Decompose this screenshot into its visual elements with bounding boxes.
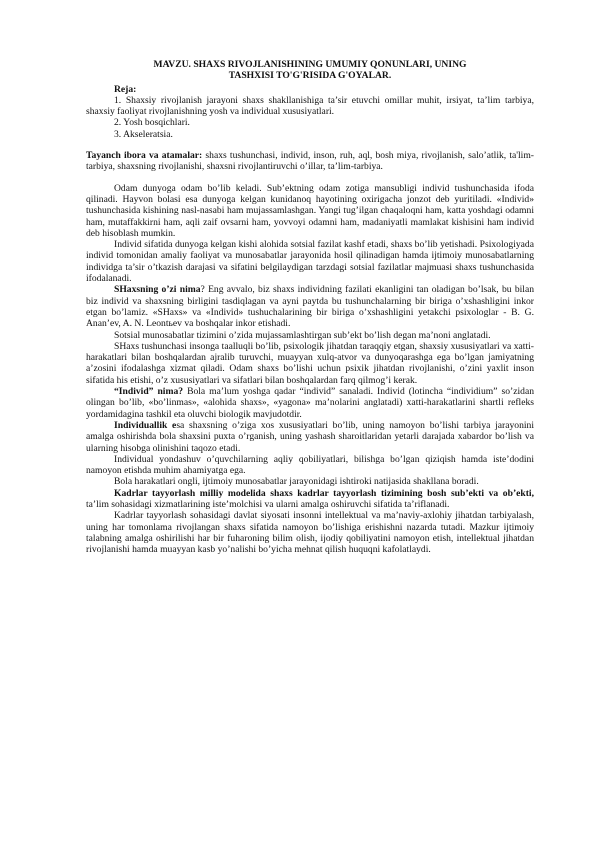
paragraph-10 — [86, 488, 534, 511]
paragraph-3-text: ? Eng avvalo, biz shaxs individning fazilati ekanligini tan oladigan bo’lsak, bu bilan biz individ va shaxsning birligini tasdiqlagan va ayni paytda bu tushunchalarning bir biriga o’xshashligini inkor etgan bo’lamiz. «SHaxs» va «Individ» tushuchalarining bir biriga o’xshashligini yetakchi psixologlar - B. G. Anan’ev, A. N. Leontьev va boshqalar inkor etishadi. — [86, 284, 534, 330]
paragraph-4: Sotsial munosabatlar tizimini o’zida mujassamlashtirgan sub’ekt bo’lish degan ma’noni anglatadi. — [114, 329, 491, 341]
paragraph-1: Odam dunyoga odam bo’lib keladi. Sub’ektning odam zotiga mansubligi individ tushunchasida ifoda qilinadi. Hayvon bolasi esa dunyoga kelgan kunidanoq hayotining oxirigacha jonzot deb yuritiladi. «Individ» tushunchasida kishining nasl-nasabi ham mujassamlashgan. Yangi tug’ilgan chaqaloqni ham, katta yoshdagi odamni ham, mutaffakkirni ham, aqli zaif ovsarni ham, yovvoyi odamni ham, madaniyatli mamlakat kishisini ham individ deb hisoblash mumkin. — [86, 182, 534, 239]
paragraph-10-lead: Kadrlar tayyorlash milliy modelida shaxs kadrlar tayyorlash tizimining bosh sub’ekti va ob’ekti, — [114, 487, 534, 499]
title-line-1: MAVZU. SHAXS RIVOJLANISHINING UMUMIY QONUNLARI, UNING — [153, 59, 467, 70]
plan-item-2: 2. Yosh bosqichlari. — [114, 117, 190, 129]
paragraph-8: Individual yondashuv o’quvchilarning aqliy qobiliyatlari, bilishga bo’lgan qiziqish hamda iste’dodini namoyon etishda muhim ahamiyatga ega. — [86, 453, 534, 477]
paragraph-10-text: ta’lim sohasidagi xizmatlarining iste’molchisi va ularni amalga oshiruvchi sifatida ta’riflanadi. — [86, 498, 450, 510]
keywords-label: Tayanch ibora va atamalar: — [86, 150, 203, 162]
paragraph-6 — [86, 386, 534, 420]
plan-heading: Reja: — [114, 83, 137, 95]
paragraph-3 — [86, 284, 534, 329]
paragraph-3-lead: SHaxsning o’zi nima — [114, 284, 201, 296]
plan-item-3: 3. Akseleratsia. — [114, 128, 173, 140]
document-page — [86, 59, 534, 555]
paragraph-2: Individ sifatida dunyoga kelgan kishi alohida sotsial fazilat kashf etadi, shaxs bo’lib yetishadi. Psixologiyada individ tomonidan amaliy faoliyat va munosabatlar jarayonida hosil qilinadigan hamda ijtimoiy munosabatlarning individga ta’sir o’tkazish darajasi va sifatini belgilaydigan tarzdagi sotsial fazilatlar majmuasi shaxs tushunchasida ifodalanadi. — [86, 239, 534, 285]
paragraph-7-text: sa shaxsning o’ziga xos xususiyatlari bo’lib, uning namoyon bo’lishi tarbiya jarayonini amalga oshirishda bola shaxsini puxta o’rganish, uning yashash sharoitlaridan yetarli darajada xabardor bo’lish va ularning hisobga olinishini taqozo etadi. — [86, 419, 534, 454]
paragraph-5: SHaxs tushunchasi insonga taalluqli bo’lib, psixologik jihatdan taraqqiy etgan, shaxsiy xususiyatlari va xatti-harakatlari bilan boshqalardan ajralib turuvchi, muayyan xulq-atvor va dunyoqarashga ega bo’lgan jamiyatning a’zosini ifodalashga xizmat qiladi. Odam shaxs bo’lishi uchun psixik jihatdan rivojlanishi, o’zini yaxlit inson sifatida his etishi, o’z xususiyatlari va sifatlari bilan boshqalardan farq qilmog’i kerak. — [86, 340, 534, 386]
paragraph-7-lead: Individuallik e — [114, 419, 177, 431]
paragraph-6-text: Bola ma’lum yoshga qadar “individ” sanaladi. Individ (lotincha “individium” so’zidan olingan bo’lib, «bo’linmas», «alohida shaxs», «yagona» ma’nolarini anglatadi) xatti-harakatlarini shartli refleks yordamidagina tashkil eta oluvchi biologik mavjudotdir. — [86, 386, 534, 420]
paragraph-9: Bola harakatlari ongli, ijtimoiy munosabatlar jarayonidagi ishtiroki natijasida shakllana boradi. — [114, 476, 479, 488]
title-line-2: TASHXISI TO'G'RISIDA G'OYALAR. — [228, 70, 392, 82]
plan-item-1: 1. Shaxsiy rivojlanish jarayoni shaxs shakllanishiga ta’sir etuvchi omillar muhit, irsiyat, ta’lim tarbiya, shaxsiy faoliyat rivojlanishning yosh va individual xususiyatlari. — [86, 94, 534, 118]
keywords-paragraph — [86, 150, 534, 173]
paragraph-11: Kadrlar tayyorlash sohasidagi davlat siyosati insonni intellektual va ma’naviy-axlohiy jihatdan tarbiyalash, uning har tomonlama rivojlangan shaxs sifatida namoyon bo’lishiga erishishni nazarda tutadi. Mazkur ijtimoiy talabning amalga oshirilishi har bir fuharoning bilim olish, ijodiy qobiliyatini namoyon etish, intellektual jihatdan rivojlanishi hamda muayyan kasb yo’nalishi bo’yicha mehnat qilish huquqni kafolatlaydi. — [86, 510, 534, 556]
paragraph-6-lead: “Individ” nima? — [114, 386, 184, 398]
keywords-text: shaxs tushunchasi, individ, inson, ruh, aql, bosh miya, rivojlanish, salo’atlik, ta'lim-tarbiya, shaxsning rivojlanishi, shaxsni rivojlantiruvchi o’illar, ta’lim-tarbiya. — [86, 150, 534, 173]
document-title — [86, 59, 534, 82]
paragraph-7 — [86, 420, 534, 454]
